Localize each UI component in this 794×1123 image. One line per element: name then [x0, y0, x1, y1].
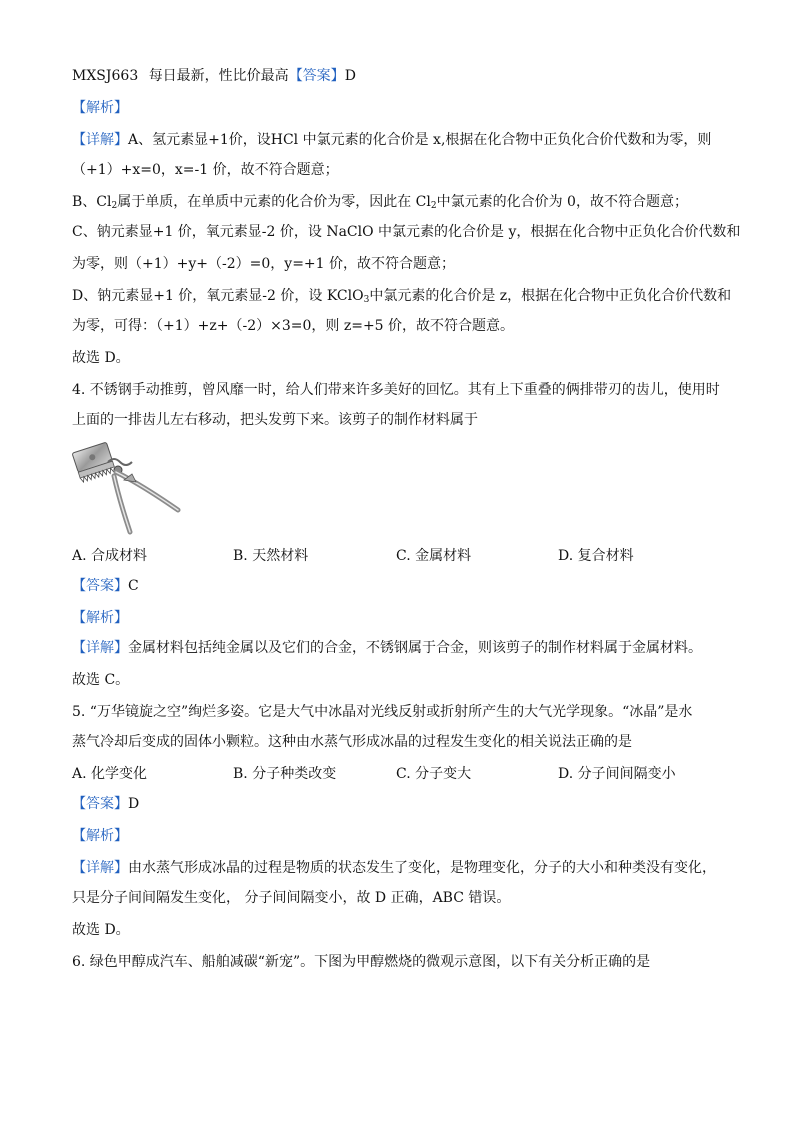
q5-option-c: C. 分子变大 — [396, 766, 472, 782]
q3-detail-line2: （+1）+x=0，x=-1 价，故不符合题意； — [72, 162, 339, 178]
q5-detail-line2: 只是分子间间隔发生变化， 分子间间隔变小，故 D 正确，ABC 错误。 — [72, 890, 511, 906]
q3-l6-a: D、钠元素显+1 价，氧元素显-2 价，设 KClO — [72, 288, 364, 304]
q4-answer-value: C — [128, 578, 139, 594]
header-line — [72, 66, 356, 86]
q4-answer-tag: 【答案】 — [72, 578, 128, 594]
q3-detail-line5: 为零，则（+1）+y+（-2）=0，y=+1 价，故不符合题意； — [72, 256, 456, 272]
q4-detail-tag: 【详解】 — [72, 640, 128, 656]
q3-detail-line3 — [72, 192, 688, 212]
q4-stem-line2: 上面的一排齿儿左右移动，把头发剪下来。该剪子的制作材料属于 — [72, 412, 478, 428]
q4-option-a: A. 合成材料 — [72, 548, 148, 564]
q5-answer-tag: 【答案】 — [72, 796, 128, 812]
answer-value: D — [344, 68, 356, 84]
q3-detail-text1: A、氢元素显+1价，设HCl 中氯元素的化合价是 x,根据在化合物中正负化合价代数和为零，则 — [128, 132, 712, 148]
q3-l6-b: 中氯元素的化合价是 z，根据在化合物中正负化合价代数和 — [369, 288, 732, 304]
q3-analysis-tag: 【解析】 — [72, 100, 128, 116]
q4-answer — [72, 576, 139, 596]
q3-l3-b: 属于单质，在单质中元素的化合价为零，因此在 Cl — [117, 194, 431, 210]
q5-option-d: D. 分子间间隔变小 — [558, 766, 676, 782]
q5-detail-text1: 由水蒸气形成冰晶的过程是物质的状态发生了变化，是物理变化，分子的大小和种类没有变化， — [128, 860, 716, 876]
q3-detail-line6 — [72, 286, 731, 306]
q5-answer-value: D — [128, 796, 140, 812]
hair-clipper-illustration — [72, 432, 184, 538]
q4-analysis-tag: 【解析】 — [72, 610, 128, 626]
q3-l3-a: B、Cl — [72, 194, 112, 210]
q3-conclusion: 故选 D。 — [72, 350, 130, 366]
q5-analysis-tag: 【解析】 — [72, 828, 128, 844]
q4-detail — [72, 638, 702, 658]
q5-detail-tag: 【详解】 — [72, 860, 128, 876]
q3-detail-line4: C、钠元素显+1 价，氧元素显-2 价，设 NaClO 中氯元素的化合价是 y，根据在化合物中正负化合价代数和 — [72, 224, 741, 240]
q4-detail-text: 金属材料包括纯金属以及它们的合金，不锈钢属于合金，则该剪子的制作材料属于金属材料。 — [128, 640, 702, 656]
q4-option-c: C. 金属材料 — [396, 548, 472, 564]
hair-clipper-image — [72, 432, 184, 538]
q6-stem: 6. 绿色甲醇成汽车、船舶减碳“新宠”。下图为甲醇燃烧的微观示意图，以下有关分析正确的是 — [72, 954, 651, 970]
q5-option-b: B. 分子种类改变 — [233, 766, 337, 782]
q5-option-a: A. 化学变化 — [72, 766, 148, 782]
q3-l3-c: 中氯元素的化合价为 0，故不符合题意； — [436, 194, 688, 210]
q3-detail-line7: 为零，可得：（+1）+z+（-2）×3=0，则 z=+5 价，故不符合题意。 — [72, 318, 515, 334]
q3-detail-line1 — [72, 130, 711, 150]
q5-stem-line2: 蒸气冷却后变成的固体小颗粒。这种由水蒸气形成冰晶的过程发生变化的相关说法正确的是 — [72, 734, 632, 750]
q4-option-b: B. 天然材料 — [233, 548, 309, 564]
q4-option-d: D. 复合材料 — [558, 548, 634, 564]
q5-detail-line1 — [72, 858, 716, 878]
q5-conclusion: 故选 D。 — [72, 922, 130, 938]
answer-tag: 【答案】 — [288, 68, 345, 84]
q5-answer — [72, 794, 139, 814]
q3-l6-sub: 3 — [363, 295, 370, 305]
slogan: 每日最新，性比价最高 — [148, 68, 289, 84]
q4-stem-line1: 4. 不锈钢手动推剪，曾风靡一时，给人们带来许多美好的回忆。其有上下重叠的俩排带刃的齿儿，使用时 — [72, 382, 720, 398]
q3-detail-tag: 【详解】 — [72, 132, 128, 148]
q5-stem-line1: 5. “万华镜旋之空”绚烂多姿。它是大气中冰晶对光线反射或折射所产生的大气光学现象。“冰晶”是水 — [72, 704, 693, 720]
q3-l3-sub2: 2 — [430, 201, 437, 211]
source-code: MXSJ663 — [72, 68, 139, 84]
q3-l3-sub1: 2 — [111, 201, 118, 211]
q4-conclusion: 故选 C。 — [72, 672, 130, 688]
